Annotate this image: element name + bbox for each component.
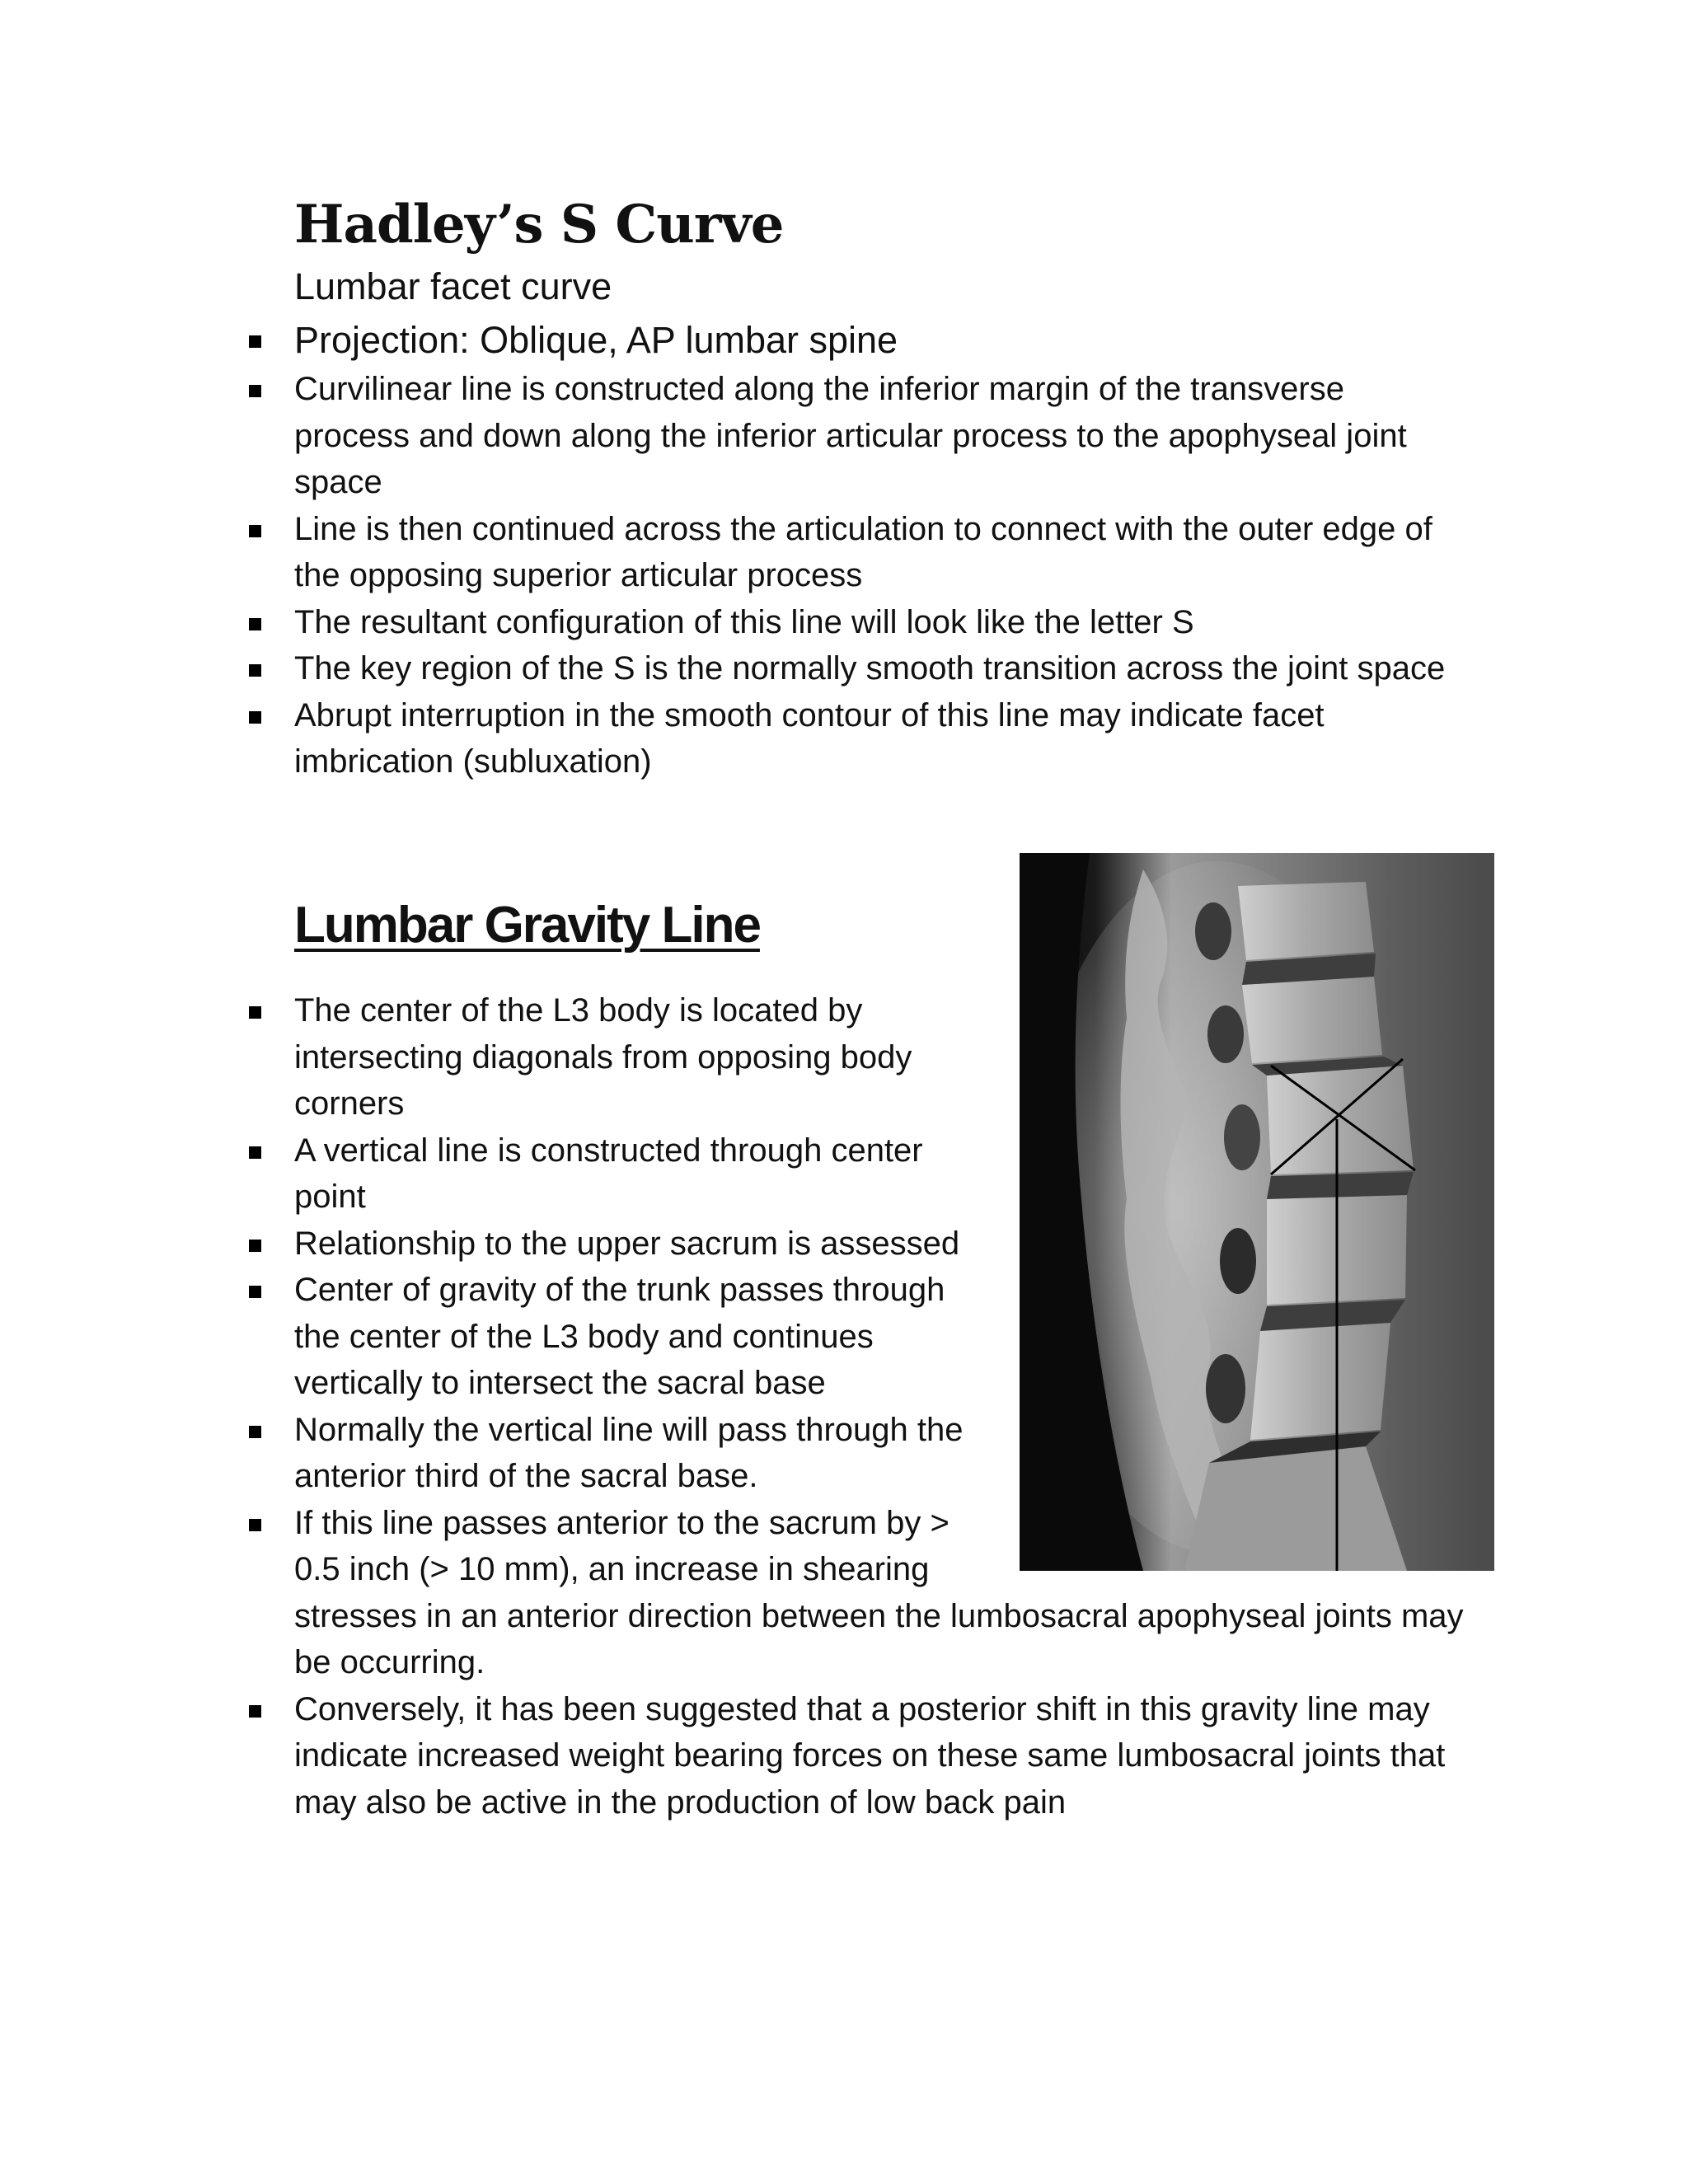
- hadley-bullet-list: [294, 315, 1448, 785]
- list-item: [294, 599, 1448, 646]
- section-subtitle: Lumbar facet curve: [294, 265, 612, 307]
- square-bullet-icon: [249, 525, 261, 537]
- list-item: [294, 1686, 1489, 1826]
- list-item: [294, 315, 1448, 366]
- square-bullet-icon: [249, 1705, 261, 1718]
- list-item-text: Relationship to the upper sacrum is assessed: [294, 1225, 960, 1262]
- list-item: [294, 645, 1448, 692]
- section-title-lumbar-gravity-line: Lumbar Gravity Line: [294, 897, 760, 954]
- list-item-text: If this line passes anterior to the sacrum by > 0.5 inch (> 10 mm), an increase in shearing: [294, 1504, 950, 1587]
- square-bullet-icon: [249, 1146, 261, 1159]
- foramen-shadow: [1224, 1104, 1260, 1170]
- square-bullet-icon: [249, 335, 261, 348]
- section-title-hadleys-s-curve: Hadley’s S Curve: [294, 194, 784, 255]
- square-bullet-icon: [249, 618, 261, 630]
- list-item-text: Projection: Oblique, AP lumbar spine: [294, 319, 898, 361]
- list-item: [294, 1500, 995, 1593]
- square-bullet-icon: [249, 1240, 261, 1252]
- foramen-shadow: [1206, 1354, 1245, 1423]
- list-item-text: Curvilinear line is constructed along the inferior margin of the transverse process and down along the inferior articular process to the apophyseal joint space: [294, 371, 1407, 500]
- square-bullet-icon: [249, 1286, 261, 1298]
- list-item-text: Line is then continued across the articulation to connect with the outer edge of the opposing superior articular process: [294, 510, 1432, 593]
- list-item-continuation: [294, 1593, 1489, 1686]
- square-bullet-icon: [249, 1426, 261, 1438]
- list-item: [294, 1221, 995, 1268]
- list-item-text: Conversely, it has been suggested that a posterior shift in this gravity line may indicate increased weight bearing forces on these same lumbosacral joints that may also be active in the production of low back pain: [294, 1690, 1446, 1821]
- list-item: [294, 1267, 995, 1407]
- list-item: [294, 506, 1448, 599]
- square-bullet-icon: [249, 385, 261, 397]
- list-item-text: The resultant configuration of this line will look like the letter S: [294, 603, 1194, 640]
- disc-space: [1267, 1172, 1414, 1199]
- list-item: [294, 692, 1448, 785]
- foramen-shadow: [1220, 1228, 1256, 1294]
- vertebral-body-l2: [1242, 977, 1382, 1063]
- list-item: [294, 987, 995, 1127]
- list-item: [294, 1407, 995, 1500]
- square-bullet-icon: [249, 711, 261, 724]
- list-item-text: The key region of the S is the normally smooth transition across the joint space: [294, 650, 1446, 687]
- square-bullet-icon: [249, 664, 261, 677]
- square-bullet-icon: [249, 1006, 261, 1019]
- list-item: [294, 1127, 995, 1221]
- lumbar-spine-xray-figure: [1020, 853, 1494, 1571]
- foramen-shadow: [1195, 902, 1231, 960]
- list-item-text: A vertical line is constructed through center point: [294, 1132, 923, 1215]
- list-item-text: stresses in an anterior direction between the lumbosacral apophyseal joints may be occurring.: [294, 1597, 1464, 1680]
- list-item-text: Center of gravity of the trunk passes through the center of the L3 body and continues vertically to intersect the sacral base: [294, 1272, 945, 1401]
- list-item-text: The center of the L3 body is located by intersecting diagonals from opposing body corners: [294, 992, 912, 1122]
- vertebral-body-l5: [1250, 1323, 1390, 1440]
- list-item: [294, 366, 1448, 506]
- foramen-shadow: [1207, 1005, 1244, 1063]
- square-bullet-icon: [249, 1519, 261, 1531]
- vertebral-body-l1: [1238, 882, 1374, 960]
- xray-illustration: [1020, 853, 1494, 1571]
- list-item-text: Abrupt interruption in the smooth contour of this line may indicate facet imbrication (subluxation): [294, 696, 1325, 780]
- list-item-text: Normally the vertical line will pass through the anterior third of the sacral base.: [294, 1411, 964, 1494]
